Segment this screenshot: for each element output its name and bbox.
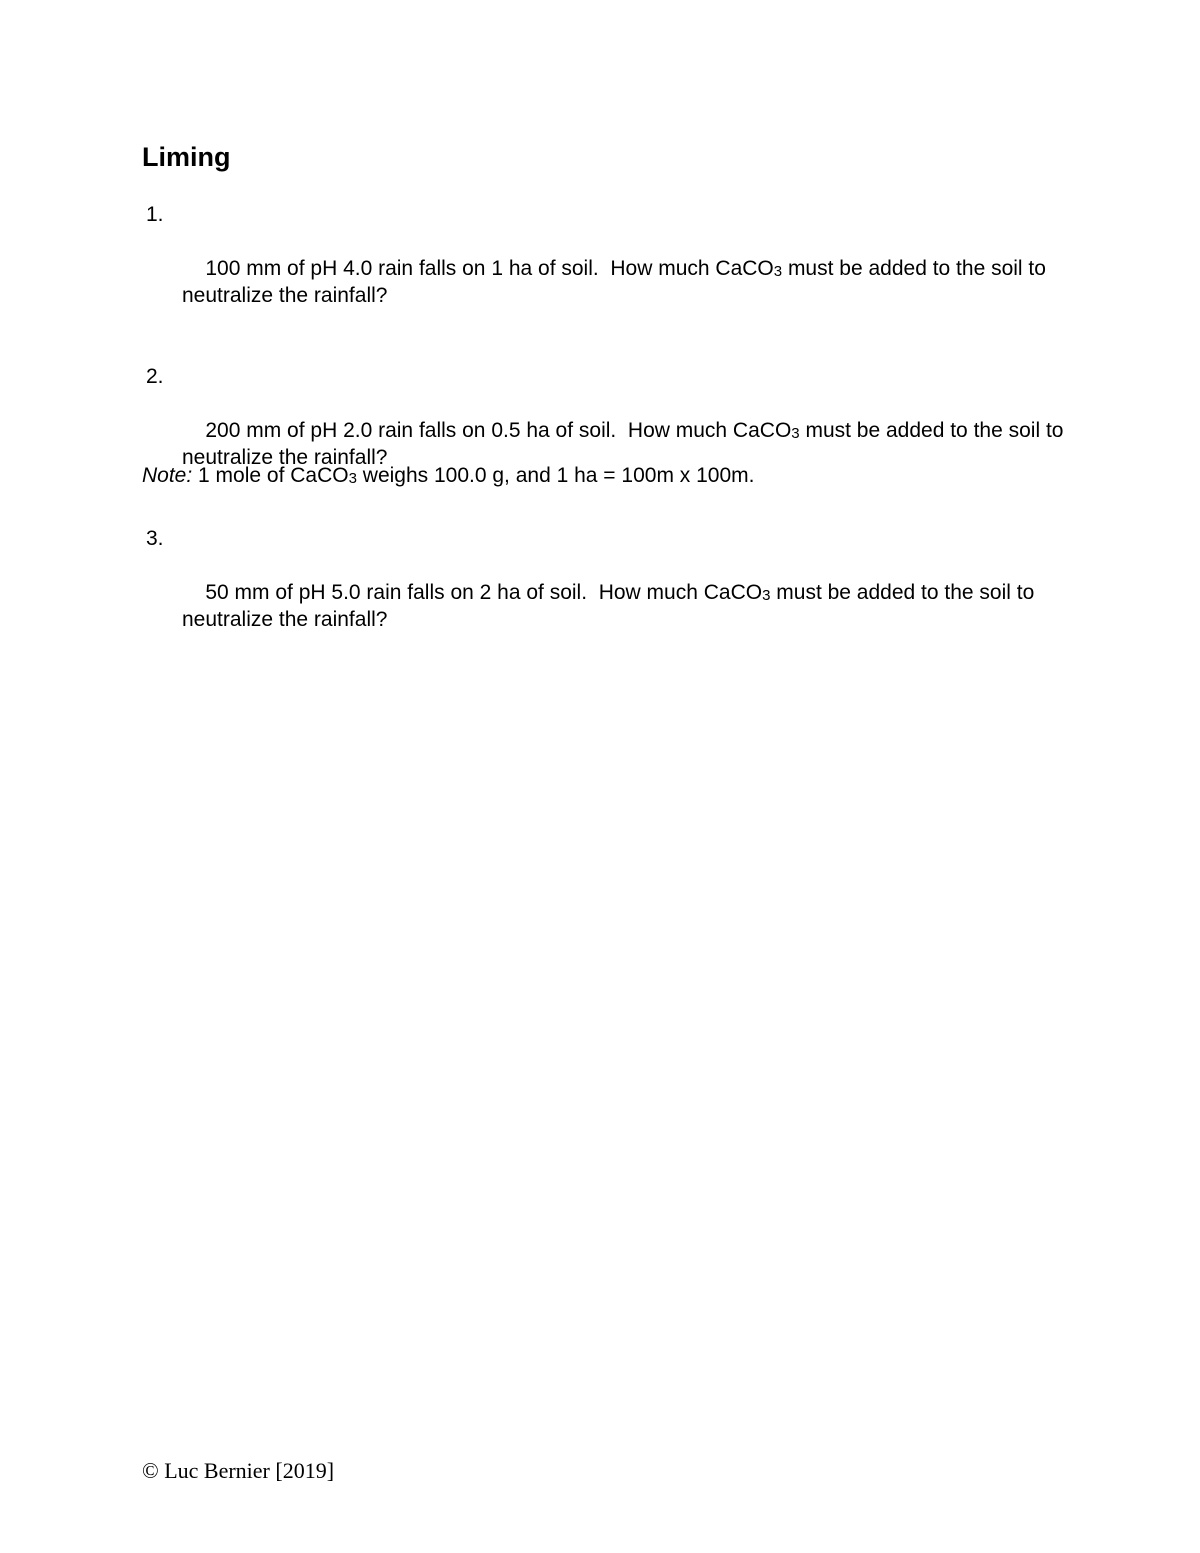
note-text-after: weighs 100.0 g, and 1 ha = 100m x 100m. xyxy=(356,464,755,487)
question-subscript: 3 xyxy=(773,263,783,280)
question-subscript: 3 xyxy=(762,587,771,604)
note-label: Note: xyxy=(142,464,193,487)
question-item-1 xyxy=(142,201,1082,336)
question-text-after: must be added to the soil to neutralize the rainfall? xyxy=(182,257,1052,307)
note-text-before: 1 mole of CaCO xyxy=(192,464,349,487)
question-text-after: must be added to the soil to neutralize the rainfall? xyxy=(182,581,1041,631)
question-number: 1. xyxy=(146,203,164,226)
note-subscript: 3 xyxy=(348,470,357,487)
question-subscript: 3 xyxy=(791,425,800,442)
question-text-after: must be added to the soil to neutralize the rainfall? xyxy=(182,419,1070,469)
question-number: 2. xyxy=(146,365,164,388)
question-text-before: 200 mm of pH 2.0 rain falls on 0.5 ha of soil. How much CaCO xyxy=(205,419,792,442)
question-list xyxy=(142,201,1082,687)
question-text-before: 100 mm of pH 4.0 rain falls on 1 ha of soil. How much CaCO xyxy=(205,257,774,280)
page-title: Liming xyxy=(142,142,231,172)
question-number: 3. xyxy=(146,527,164,550)
copyright-footer: © Luc Bernier [2019] xyxy=(142,1458,335,1483)
note-paragraph xyxy=(142,462,1082,489)
question-item-3 xyxy=(142,525,1082,660)
question-text-before: 50 mm of pH 5.0 rain falls on 2 ha of soil. How much CaCO xyxy=(205,581,763,604)
